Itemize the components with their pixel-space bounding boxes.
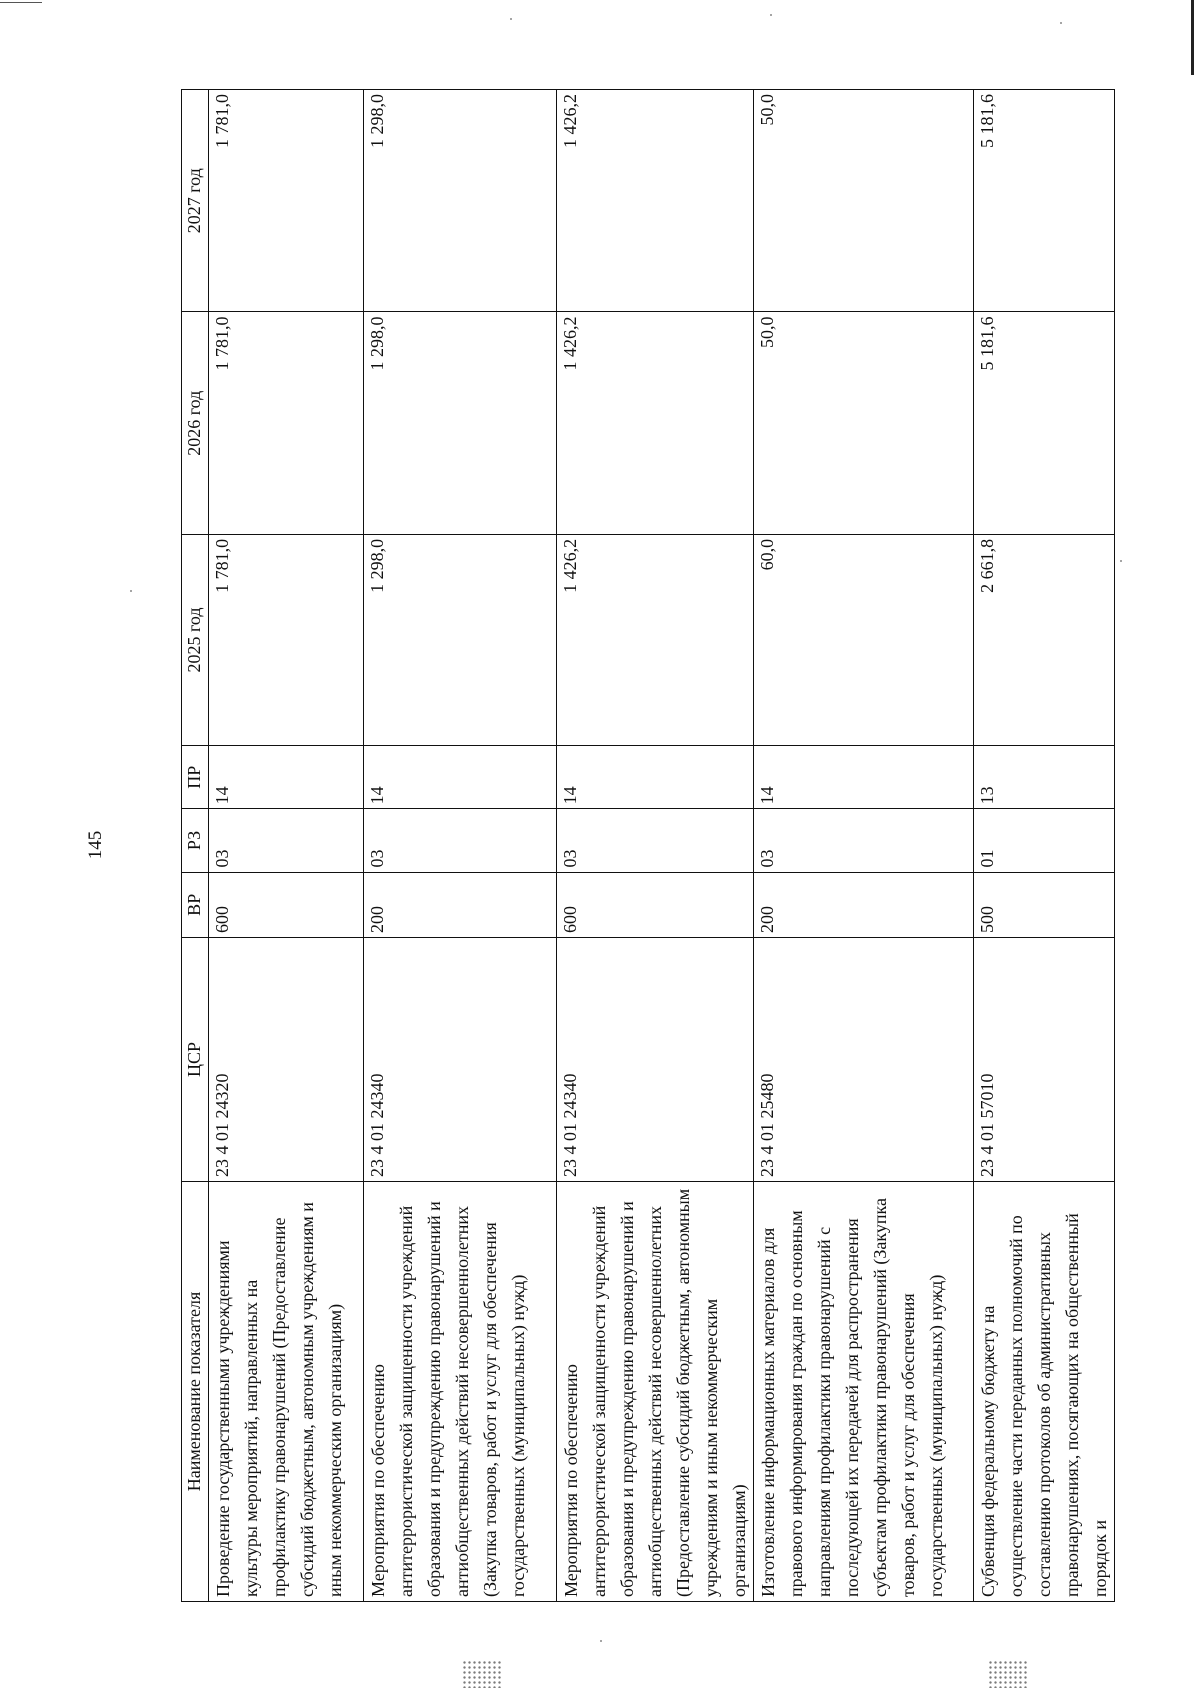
scan-noise-right <box>988 1660 1028 1688</box>
scan-speck <box>1060 22 1062 24</box>
header-rz: РЗ <box>182 809 209 872</box>
row-2027: 50,0 <box>754 90 974 312</box>
row-2025: 60,0 <box>754 534 974 745</box>
row-name: Мероприятия по обеспечению антитеррористической защищенности учреждений образования и предупреждению правонарушений и антиобщественных действий несовершеннолетних (Закупка товаров, работ и услуг для обеспечения государственных (муниципальных) нужд) <box>364 1181 557 1601</box>
table-row <box>209 90 364 1602</box>
scan-speck <box>510 18 512 20</box>
row-2026: 1 781,0 <box>209 312 364 534</box>
row-vr: 200 <box>364 872 557 937</box>
row-pr: 14 <box>754 746 974 809</box>
row-2027: 1 298,0 <box>364 90 557 312</box>
row-2026: 1 426,2 <box>557 312 754 534</box>
table-row <box>364 90 557 1602</box>
row-csr: 23 4 01 57010 <box>974 938 1115 1182</box>
row-2027: 1 426,2 <box>557 90 754 312</box>
row-2027: 1 781,0 <box>209 90 364 312</box>
scan-edge-line <box>0 2 42 3</box>
row-2025: 1 426,2 <box>557 534 754 745</box>
scan-speck <box>1120 560 1122 562</box>
scan-speck <box>770 14 772 16</box>
row-csr: 23 4 01 25480 <box>754 938 974 1182</box>
rotated-page <box>85 89 1110 1602</box>
row-name: Мероприятия по обеспечению антитеррористической защищенности учреждений образования и предупреждению правонарушений и антиобщественных действий несовершеннолетних (Предоставление субсидий бюджетным, автономным учреждениям и иным некоммерческим организациям) <box>557 1181 754 1601</box>
row-2025: 1 781,0 <box>209 534 364 745</box>
header-2026: 2026 год <box>182 312 209 534</box>
header-pr: ПР <box>182 746 209 809</box>
row-name: Изготовление информационных материалов для правового информирования граждан по основным направлениям профилактики правонарушений с последующей их передачей для распространения субъектам профилактики правонарушений (Закупка товаров, работ и услуг для обеспечения государственных (муниципальных) нужд) <box>754 1181 974 1601</box>
row-rz: 03 <box>364 809 557 872</box>
scan-speck <box>130 590 132 592</box>
scan-noise-left <box>462 1660 502 1688</box>
row-csr: 23 4 01 24320 <box>209 938 364 1182</box>
row-csr: 23 4 01 24340 <box>557 938 754 1182</box>
row-2027: 5 181,6 <box>974 90 1115 312</box>
row-pr: 13 <box>974 746 1115 809</box>
header-vr: ВР <box>182 872 209 937</box>
row-csr: 23 4 01 24340 <box>364 938 557 1182</box>
row-2026: 1 298,0 <box>364 312 557 534</box>
row-rz: 01 <box>974 809 1115 872</box>
scan-edge-mark <box>1191 0 1194 75</box>
row-2025: 2 661,8 <box>974 534 1115 745</box>
table-header-row <box>182 90 209 1602</box>
header-name: Наименование показателя <box>182 1181 209 1601</box>
header-2027: 2027 год <box>182 90 209 312</box>
table-row <box>754 90 974 1602</box>
budget-table <box>181 89 1115 1602</box>
header-csr: ЦСР <box>182 938 209 1182</box>
row-rz: 03 <box>557 809 754 872</box>
row-name: Проведение государственными учреждениями культуры мероприятий, направленных на профилактику правонарушений (Предоставление субсидий бюджетным, автономным учреждениям и иным некоммерческим организациям) <box>209 1181 364 1601</box>
row-2026: 5 181,6 <box>974 312 1115 534</box>
row-pr: 14 <box>364 746 557 809</box>
scan-speck <box>600 1640 602 1642</box>
table-row <box>557 90 754 1602</box>
row-pr: 14 <box>209 746 364 809</box>
row-rz: 03 <box>209 809 364 872</box>
table-row <box>974 90 1115 1602</box>
row-name: Субвенция федеральному бюджету на осуществление части переданных полномочий по составлению протоколов об административных правонарушениях, посягающих на общественный порядок и <box>974 1181 1115 1601</box>
row-pr: 14 <box>557 746 754 809</box>
row-rz: 03 <box>754 809 974 872</box>
row-vr: 600 <box>209 872 364 937</box>
row-2025: 1 298,0 <box>364 534 557 745</box>
row-vr: 200 <box>754 872 974 937</box>
page-number: 145 <box>85 830 106 860</box>
row-vr: 600 <box>557 872 754 937</box>
row-vr: 500 <box>974 872 1115 937</box>
row-2026: 50,0 <box>754 312 974 534</box>
header-2025: 2025 год <box>182 534 209 745</box>
